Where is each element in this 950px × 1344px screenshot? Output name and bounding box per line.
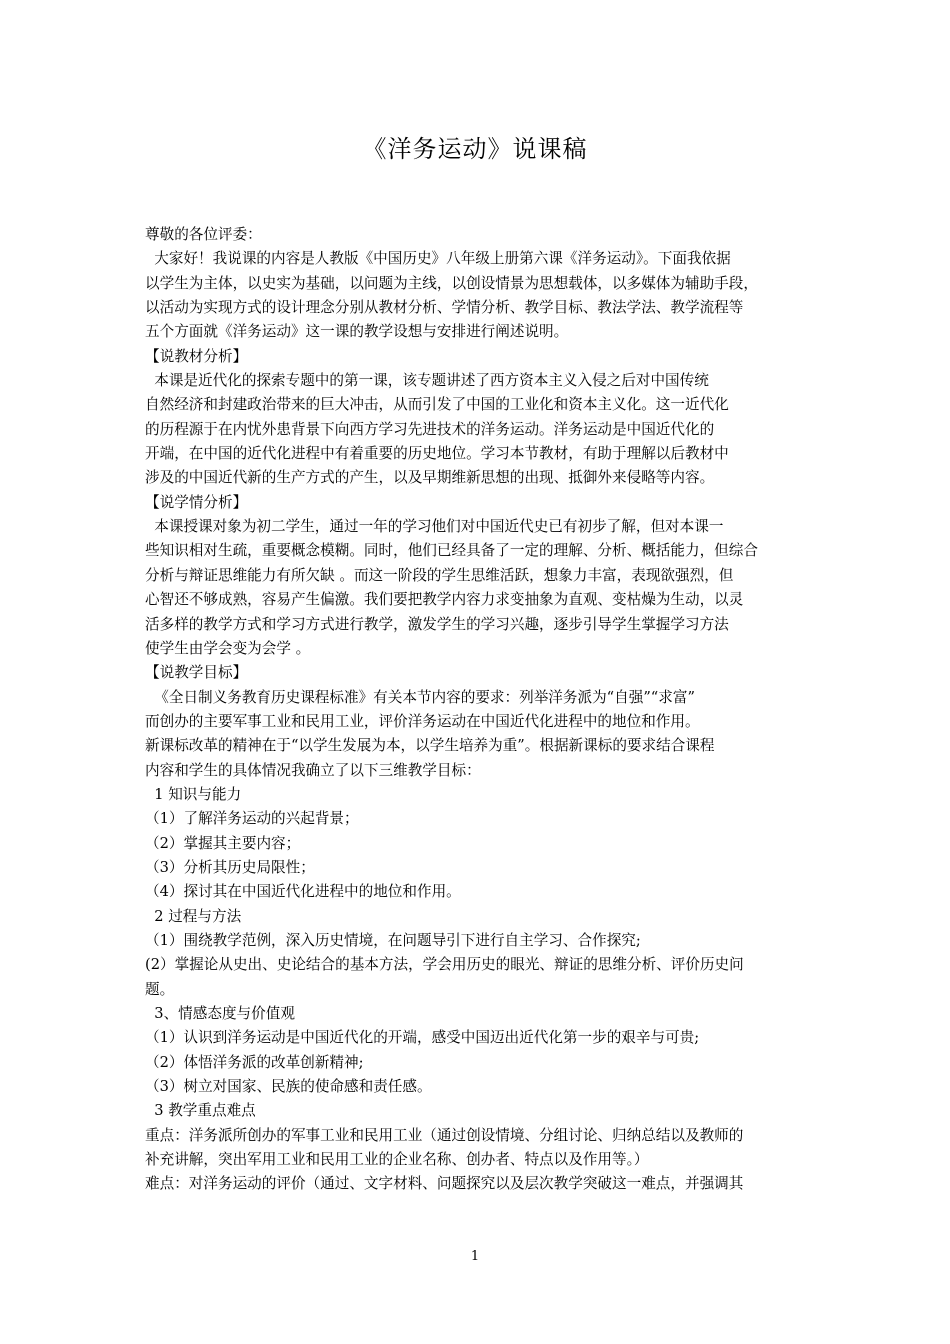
text-line: 尊敬的各位评委： — [145, 226, 262, 243]
text-line: 些知识相对生疏，重要概念模糊。同时，他们已经具备了一定的理解、分析、概括能力，但综合 — [145, 542, 758, 560]
page-title: 《洋务运动》说课稿 — [362, 135, 588, 163]
text-line: 3、情感态度与价值观 — [145, 1005, 295, 1022]
text-line: （2）体悟洋务派的改革创新精神; — [145, 1053, 364, 1071]
text-line: （4）探讨其在中国近代化进程中的地位和作用。 — [145, 883, 461, 901]
text-line: 重点：洋务派所创办的军事工业和民用工业（通过创设情境、分组讨论、归纳总结以及教师的 — [145, 1126, 744, 1144]
text-line: 自然经济和封建政治带来的巨大冲击，从而引发了中国的工业化和资本主义化。这一近代化 — [145, 396, 729, 414]
text-line: 的历程源于在内忧外患背景下向西方学习先进技术的洋务运动。洋务运动是中国近代化的 — [145, 420, 715, 438]
text-line: （1）了解洋务运动的兴起背景； — [145, 810, 359, 828]
text-line: 本课授课对象为初二学生，通过一年的学习他们对中国近代史已有初步了解，但对本课一 — [145, 518, 724, 536]
text-line: (2）掌握论从史出、史论结合的基本方法，学会用历史的眼光、辩证的思维分析、评价历史问 — [145, 956, 744, 974]
text-line: 涉及的中国近代新的生产方式的产生，以及早期维新思想的出现、抵御外来侵略等内容。 — [145, 469, 715, 487]
text-line: （1）围绕教学范例，深入历史情境，在问题导引下进行自主学习、合作探究; — [145, 931, 641, 949]
text-line: 活多样的教学方式和学习方式进行教学，激发学生的学习兴趣，逐步引导学生掌握学习方法 — [145, 615, 729, 633]
page-number: 1 — [470, 1249, 480, 1264]
text-line: 内容和学生的具体情况我确立了以下三维教学目标： — [145, 761, 481, 779]
text-line: 补充讲解，突出军用工业和民用工业的企业名称、创办者、特点以及作用等。） — [145, 1151, 649, 1169]
text-line: （1）认识到洋务运动是中国近代化的开端，感受中国迈出近代化第一步的艰辛与可贵; — [145, 1029, 700, 1047]
text-line: （3）树立对国家、民族的使命感和责任感。 — [145, 1078, 432, 1096]
text-line: （3）分析其历史局限性； — [145, 858, 315, 876]
text-line: 【说学情分析】 — [145, 493, 248, 511]
text-line: 【说教学目标】 — [145, 664, 248, 682]
text-line: 《全日制义务教育历史课程标准》有关本节内容的要求：列举洋务派为“自强”“求富” — [145, 688, 695, 706]
text-line: 题。 — [145, 980, 175, 998]
text-line: 1 知识与能力 — [145, 785, 242, 803]
text-line: 大家好！我说课的内容是人教版《中国历史》八年级上册第六课《洋务运动》。下面我依据 — [145, 250, 731, 268]
text-line: 以活动为实现方式的设计理念分别从教材分析、学情分析、教学目标、教法学法、教学流程等 — [145, 299, 744, 317]
text-line: 难点：对洋务运动的评价（通过、文字材料、问题探究以及层次教学突破这一难点，并强调其 — [145, 1175, 744, 1193]
text-line: 使学生由学会变为会学 。 — [145, 639, 311, 657]
text-line: 本课是近代化的探索专题中的第一课，该专题讲述了西方资本主义入侵之后对中国传统 — [145, 372, 709, 390]
text-line: 开端，在中国的近代化进程中有着重要的历史地位。学习本节教材，有助于理解以后教材中 — [145, 445, 729, 463]
text-line: 2 过程与方法 — [145, 907, 242, 925]
text-line: （2）掌握其主要内容； — [145, 834, 301, 852]
text-line: 心智还不够成熟，容易产生偏激。我们要把教学内容力求变抽象为直观、变枯燥为生动，以灵 — [145, 591, 744, 609]
document-body — [145, 223, 810, 1197]
text-line: 【说教材分析】 — [145, 347, 248, 365]
text-line: 新课标改革的精神在于“以学生发展为本，以学生培养为重”。根据新课标的要求结合课程 — [145, 737, 715, 755]
text-line: 五个方面就《洋务运动》这一课的教学设想与安排进行阐述说明。 — [145, 323, 569, 341]
text-line: 以学生为主体，以史实为基础，以问题为主线，以创设情景为思想载体，以多媒体为辅助手段， — [145, 274, 758, 292]
text-line: 而创办的主要军事工业和民用工业，评价洋务运动在中国近代化进程中的地位和作用。 — [145, 712, 700, 730]
text-line: 3 教学重点难点 — [145, 1102, 256, 1120]
text-line: 分析与辩证思维能力有所欠缺 。而这一阶段的学生思维活跃，想象力丰富，表现欲强烈，但 — [145, 566, 734, 584]
